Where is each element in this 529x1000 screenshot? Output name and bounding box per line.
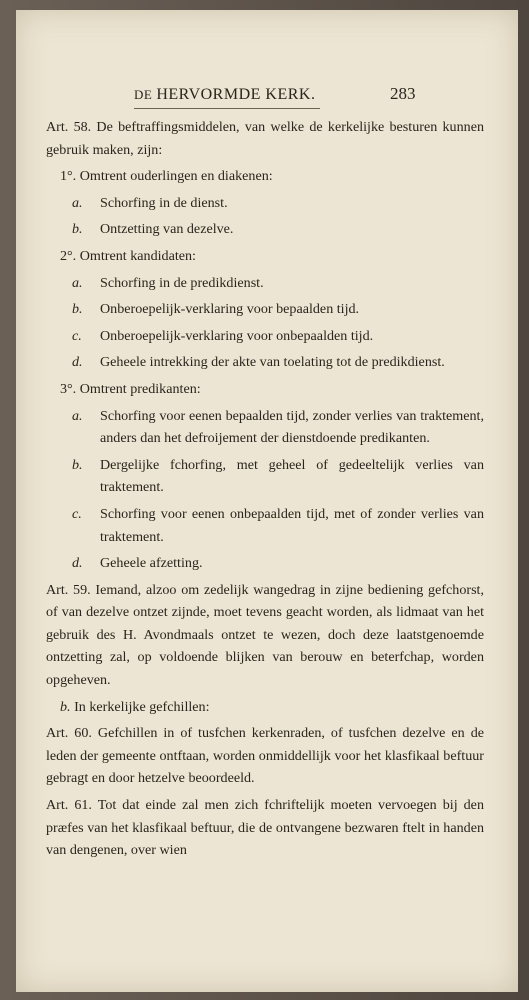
article-58: Art. 58. De beftraffingsmiddelen, van welke de kerkelijke besturen kunnen gebruik maken, zijn: [46,119,484,158]
page-body [46,116,484,862]
item-letter: d. [72,555,83,572]
list-item [46,405,484,450]
item-letter: b. [72,301,83,318]
page-header [16,84,518,108]
article-59: Art. 59. Iemand, alzoo om zedelijk wangedrag in zijne bediening gefchorst, of van dezelve ontzet zijnde, moet tevens geacht worden, als lidmaat van het gebruik des H. Avondmaals ontzet te wezen, doch deze laatstgenoemde ontzetting zal, op voldoende blijken van berouw en beterfchap, worden opgeheven. [46,581,484,689]
item-text: Schorfing voor eenen onbepaalden tijd, met of zonder verlies van traktement. [100,505,484,545]
item-letter: a. [72,274,83,291]
list-item [46,192,484,215]
running-title-text: HERVORMDE KERK. [156,86,316,103]
item-text: Geheele intrekking der akte van toelating tot de predikdienst. [100,354,445,371]
list-item [46,325,484,348]
item-letter: d. [72,354,83,371]
item-text: Onberoepelijk-verklaring voor bepaalden tijd. [100,301,360,318]
section-1-title: 1°. Omtrent ouderlingen en diakenen: [60,168,273,185]
list-item [46,454,484,499]
running-title-prefix: DE [134,87,153,102]
item-letter: a. [72,407,83,424]
section-2-title: 2°. Omtrent kandidaten: [60,247,196,264]
item-letter: c. [72,327,82,344]
list-item [46,503,484,548]
item-text: Geheele afzetting. [100,555,203,572]
item-text: Dergelijke fchorfing, met geheel of gedeeltelijk verlies van traktement. [100,456,484,496]
list-item [46,298,484,321]
subheading-b [46,696,484,719]
item-text: Schorfing in de dienst. [100,194,228,211]
article-60: Art. 60. Gefchillen in of tusfchen kerkenraden, of tusfchen dezelve en de leden der gemeente ontftaan, worden onmiddellijk voor het klasfikaal beftuur gebragt en door hetzelve beoordeeld. [46,725,484,787]
header-rule [134,108,320,109]
item-text: Schorfing voor eenen bepaalden tijd, zonder verlies van traktement, anders dan het defroijement der dienstdoende predikanten. [100,407,484,447]
list-item [46,218,484,241]
list-item [46,552,484,575]
item-text: Ontzetting van dezelve. [100,221,234,238]
subheading-text: In kerkelijke gefchillen: [74,698,210,715]
running-title [134,86,315,104]
item-letter: b. [72,221,83,238]
book-page [16,10,518,992]
item-letter: b. [72,456,83,473]
subheading-letter: b. [60,698,71,715]
item-letter: c. [72,505,82,522]
page-number: 283 [390,84,416,103]
list-item [46,351,484,374]
item-letter: a. [72,194,83,211]
item-text: Schorfing in de predikdienst. [100,274,264,291]
item-text: Onberoepelijk-verklaring voor onbepaalden tijd. [100,327,374,344]
list-item [46,272,484,295]
section-3-title: 3°. Omtrent predikanten: [60,380,201,397]
article-61: Art. 61. Tot dat einde zal men zich fchriftelijk moeten vervoegen bij den præfes van het klasfikaal beftuur, die de ontvangene bezwaren ftelt in handen van dengenen, over wien [46,797,484,859]
